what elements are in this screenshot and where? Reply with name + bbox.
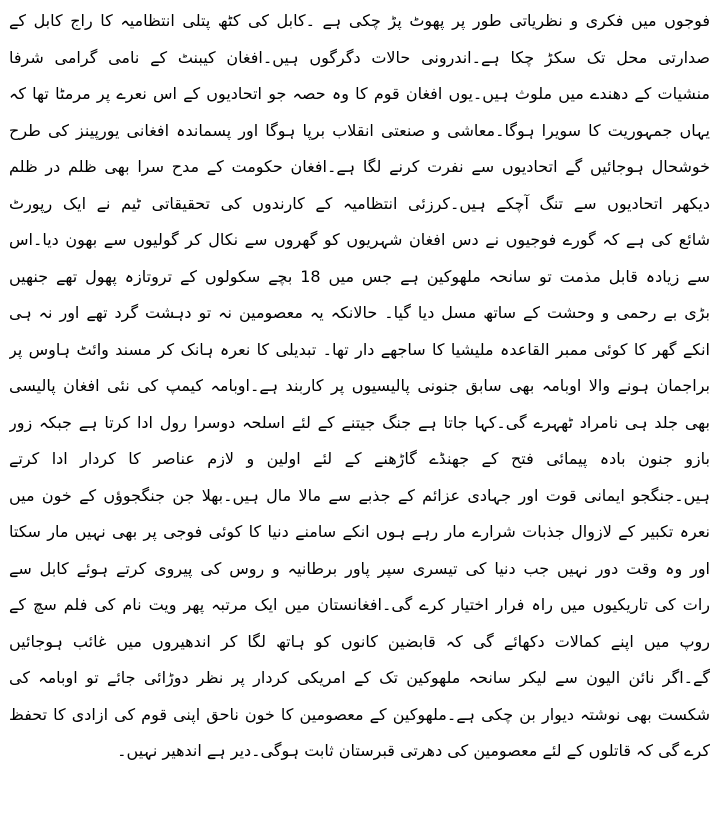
text-line: فوجوں میں فکری و نظریاتی طور پر پھوٹ پڑ چکی ہے ۔کابل کی کٹھ پتلی انتظامیہ کا راج کابل کے bbox=[9, 11, 710, 30]
text-line: انکے گھر کا کوئی ممبر القاعدہ ملیشیا کا ساجھے دار تھا۔ تبدیلی کا نعرہ ہانک کر مسند وائٹ ہاوس پر bbox=[9, 339, 710, 359]
text-line: منشیات کے دھندے میں ملوث ہیں۔یوں افغان قوم کا وہ حصہ جو اتحادیوں کے اس نعرے پر مرمٹا تھا کہ bbox=[9, 84, 710, 103]
text-line: براجمان ہونے والا اوبامہ بھی سابق جنونی پالیسیوں پر کاربند ہے۔اوبامہ کیمپ کی نئی افغان پالیسی bbox=[9, 376, 710, 395]
text-line: ہیں۔جنگجو ایمانی قوت اور جہادی عزائم کے جذبے سے مالا مال ہیں۔بھلا جن جنگجوؤں کے خون میں bbox=[9, 485, 710, 505]
text-line: دیکھر اتحادیوں سے تنگ آچکے ہیں۔کرزئی انتظامیہ کے کارندوں کی تحقیقاتی ٹیم نے ایک رپورٹ bbox=[9, 193, 710, 213]
text-line: خوشحال ہوجائیں گے اتحادیوں سے نفرت کرنے لگا ہے۔افغان حکومت کے مدح سرا بھی ظلم در ظلم bbox=[9, 157, 710, 176]
text-line: شکست بھی نوشتہ دیوار بن چکی ہے۔ملھوکین کے معصومین کا خون ناحق اپنی قوم کی ازادی کا تحفظ bbox=[9, 704, 710, 724]
text-line: شائع کی ہے کہ گورے فوجیوں نے دس افغان شہریوں کو گھروں سے نکال کر گولیوں سے بھون دیا۔اس bbox=[9, 230, 710, 249]
text-line: گے۔اگر نائن الیون سے لیکر سانحہ ملھوکین تک کے امریکی کردار پر نظر دوڑائی جائے تو اوبامہ کی bbox=[9, 668, 710, 687]
text-line: بڑی بے رحمی و وحشت کے ساتھ مسل دیا گیا۔ حالانکہ یہ معصومین نہ تو دہشت گرد تھے اور نہ ہی bbox=[9, 303, 710, 322]
urdu-article-body bbox=[9, 3, 710, 770]
text-line: سے زیادہ قابل مذمت تو سانحہ ملھوکین ہے جس میں 18 بچے سکولوں کے تروتازہ پھول تھے جنھیں bbox=[9, 266, 710, 286]
text-line: رات کی تاریکیوں میں راہ فرار اختیار کرے گی۔افغانستان میں ایک مرتبہ پھر ویت نام کی فلم سچ کے bbox=[9, 595, 710, 614]
text-line: یہاں جمہوریت کا سویرا ہوگا۔معاشی و صنعتی انقلاب برپا ہوگا اور پسماندہ افغانی یورپینز کی طرح bbox=[9, 120, 710, 140]
text-line: اور وہ وقت دور نہیں جب دنیا کی تیسری سپر پاور برطانیہ و روس کی پیروی کرتے ہوئے کابل سے bbox=[9, 558, 710, 578]
text-line: روپ میں اپنے کمالات دکھائے گی کہ قابضین کانوں کو ہاتھ لگا کر اندھیروں میں غائب ہوجائیں bbox=[9, 631, 710, 651]
text-line: صدارتی محل تک سکڑ چکا ہے۔اندرونی حالات دگرگوں ہیں۔افغان کیبنٹ کے نامی گرامی شرفا bbox=[9, 47, 710, 67]
text-line: بازو جنون بادہ پیمائی فتح کے جھنڈے گاڑھنے کے لئے اولین و لازم عناصر کا کردار ادا کرتے bbox=[9, 449, 710, 468]
text-line-final: کرے گی کہ قاتلوں کے لئے معصومین کی دھرتی قبرستان ثابت ہوگی۔دیر ہے اندھیر نہیں۔ bbox=[117, 741, 710, 760]
text-line: نعرہ تکبیر کے لازوال جذبات شرارے مار رہے ہوں انکے سامنے دنیا کا کوئی فوجی پر بھی نہیں مار سکتا bbox=[9, 522, 710, 541]
text-line: بھی جلد ہی نامراد ٹھہرے گی۔کہا جاتا ہے جنگ جیتنے کے لئے اسلحہ دوسرا رول ادا کرتا ہے جبکہ زور bbox=[9, 412, 710, 432]
